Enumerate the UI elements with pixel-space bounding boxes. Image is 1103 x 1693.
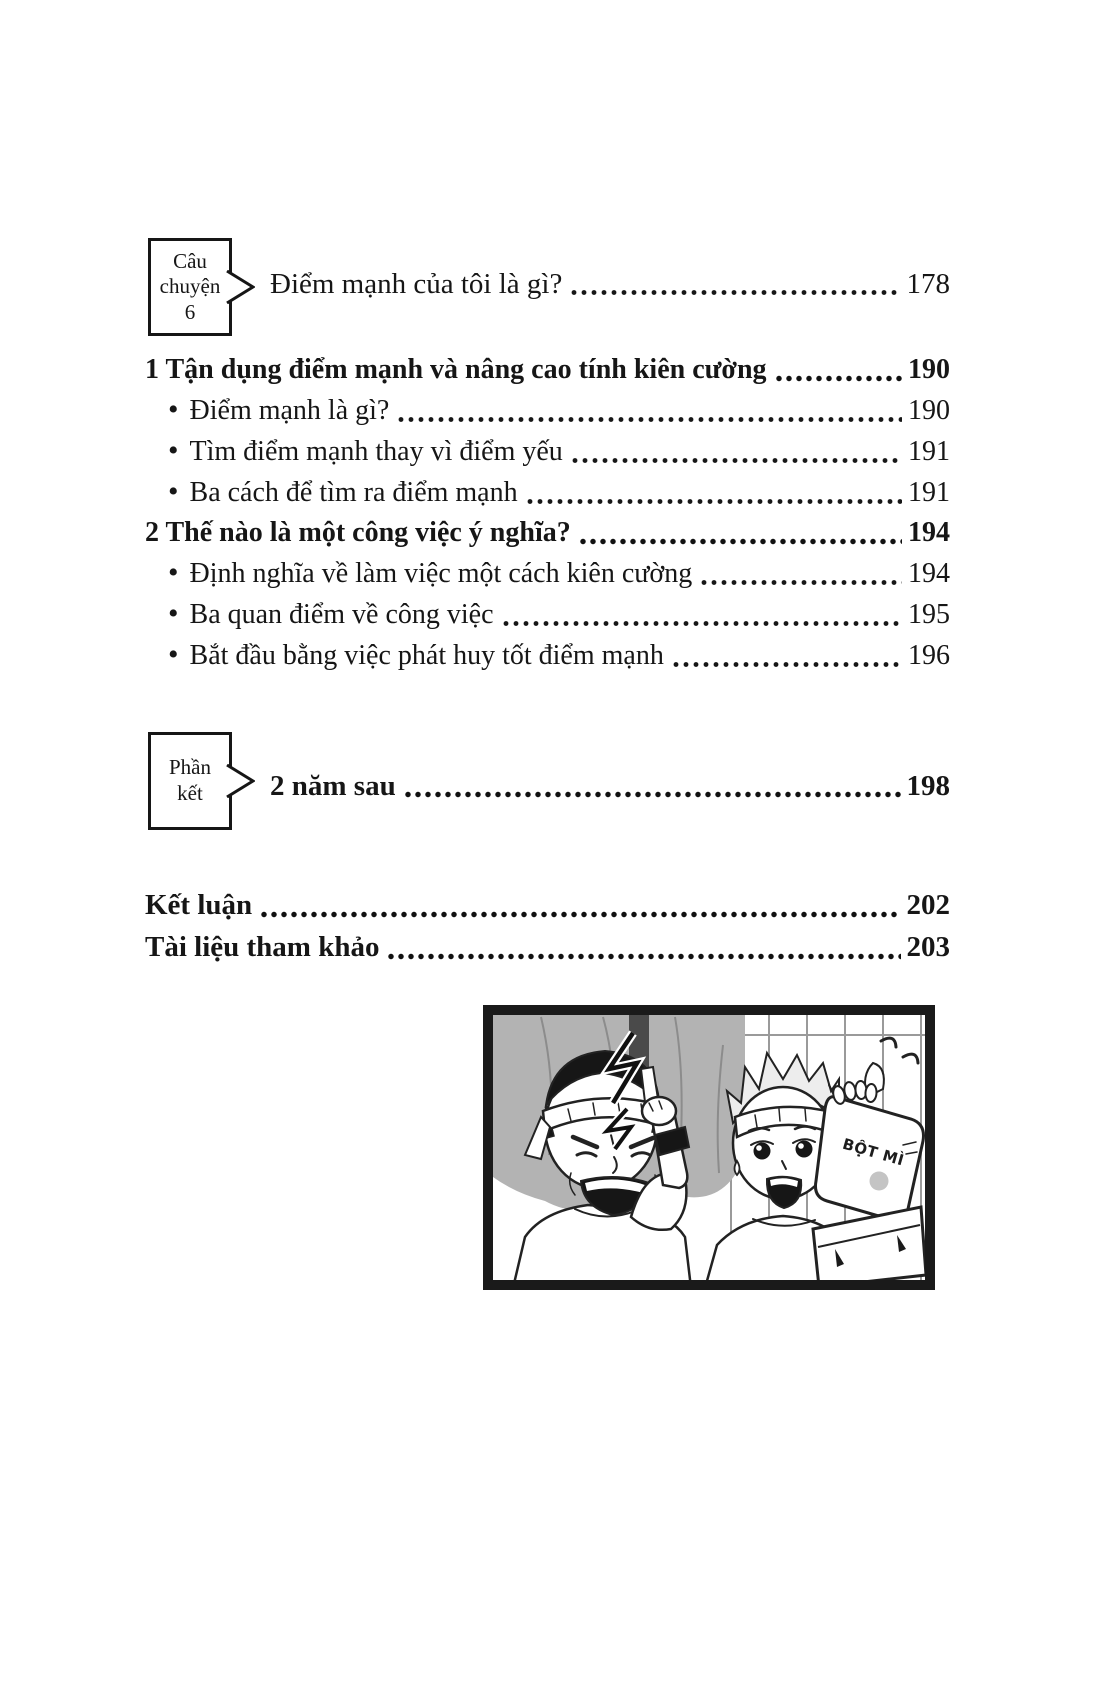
dot-leader bbox=[403, 791, 901, 798]
toc-page-number: 191 bbox=[908, 436, 950, 467]
toc-page-number: 190 bbox=[908, 395, 950, 426]
dot-leader bbox=[671, 661, 902, 668]
dot-leader bbox=[396, 416, 902, 423]
dot-leader bbox=[699, 579, 902, 586]
toc-page-number: 203 bbox=[906, 931, 950, 963]
toc-entry bbox=[145, 926, 950, 968]
toc-entry-title: Tìm điểm mạnh thay vì điểm yếu bbox=[189, 436, 563, 467]
toc-entry bbox=[145, 553, 950, 594]
toc-entry-title: 2 Thế nào là một công việc ý nghĩa? bbox=[145, 517, 571, 548]
toc-entry-title: Kết luận bbox=[145, 889, 253, 921]
epilogue-chapter-box bbox=[148, 732, 232, 830]
dot-leader bbox=[501, 620, 902, 627]
bullet-icon: • bbox=[168, 434, 179, 467]
flour-bag-label: BỘT MÌ bbox=[840, 1134, 907, 1170]
toc-entry bbox=[145, 635, 950, 676]
dot-leader bbox=[570, 457, 902, 464]
toc-page-number: 191 bbox=[908, 477, 950, 508]
toc-page-number: 198 bbox=[906, 770, 950, 802]
bullet-icon: • bbox=[168, 638, 179, 671]
dot-leader bbox=[569, 289, 900, 296]
toc-entry bbox=[145, 884, 950, 926]
toc-page-number: 195 bbox=[908, 599, 950, 630]
toc-entry-title: Điểm mạnh của tôi là gì? bbox=[270, 268, 563, 300]
bullet-icon: • bbox=[168, 475, 179, 508]
story-box-line: Câu bbox=[173, 248, 207, 273]
toc-entry bbox=[145, 594, 950, 635]
dot-leader bbox=[386, 953, 900, 960]
toc-page-number: 194 bbox=[908, 558, 950, 589]
toc-entry-title: Ba quan điểm về công việc bbox=[189, 599, 494, 630]
toc-entry bbox=[145, 390, 950, 431]
bullet-icon: • bbox=[168, 556, 179, 589]
toc-page-number: 190 bbox=[908, 354, 950, 385]
dot-leader bbox=[774, 375, 902, 382]
bullet-icon: • bbox=[168, 597, 179, 630]
toc-entry-title: Tài liệu tham khảo bbox=[145, 931, 380, 963]
manga-illustration bbox=[483, 1005, 935, 1290]
speech-tail-icon bbox=[225, 764, 255, 798]
toc-entry bbox=[145, 513, 950, 553]
toc-entry-title: Định nghĩa về làm việc một cách kiên cường bbox=[189, 558, 693, 589]
dot-leader bbox=[578, 538, 902, 545]
toc-entry-title: Bắt đầu bằng việc phát huy tốt điểm mạnh bbox=[189, 640, 664, 671]
epilogue-box-line: Phần bbox=[169, 755, 211, 780]
toc-page-number: 202 bbox=[906, 889, 950, 921]
story-box-line: chuyện bbox=[159, 274, 221, 299]
toc-entry-title: 1 Tận dụng điểm mạnh và nâng cao tính kiên cường bbox=[145, 354, 767, 385]
toc-page-number: 194 bbox=[908, 517, 950, 548]
toc-entry bbox=[270, 264, 950, 304]
toc-page-number: 178 bbox=[906, 268, 950, 300]
toc-entry-title: Điểm mạnh là gì? bbox=[189, 395, 390, 426]
dot-leader bbox=[525, 498, 902, 505]
toc-entry-title: Ba cách để tìm ra điểm mạnh bbox=[189, 477, 518, 508]
story-box-line: 6 bbox=[184, 299, 196, 324]
toc-page-number: 196 bbox=[908, 640, 950, 671]
epilogue-box-line: kết bbox=[177, 781, 203, 805]
speech-tail-icon bbox=[225, 270, 255, 304]
toc-entry bbox=[145, 472, 950, 513]
dot-leader bbox=[259, 911, 900, 918]
toc-footer-list bbox=[145, 884, 950, 968]
toc-entry bbox=[270, 766, 950, 806]
story-chapter-box bbox=[148, 238, 232, 336]
toc-entry-title: 2 năm sau bbox=[270, 770, 396, 802]
bullet-icon: • bbox=[168, 393, 179, 426]
toc-entry bbox=[145, 350, 950, 390]
toc-entry bbox=[145, 431, 950, 472]
toc-section-list bbox=[145, 350, 950, 676]
